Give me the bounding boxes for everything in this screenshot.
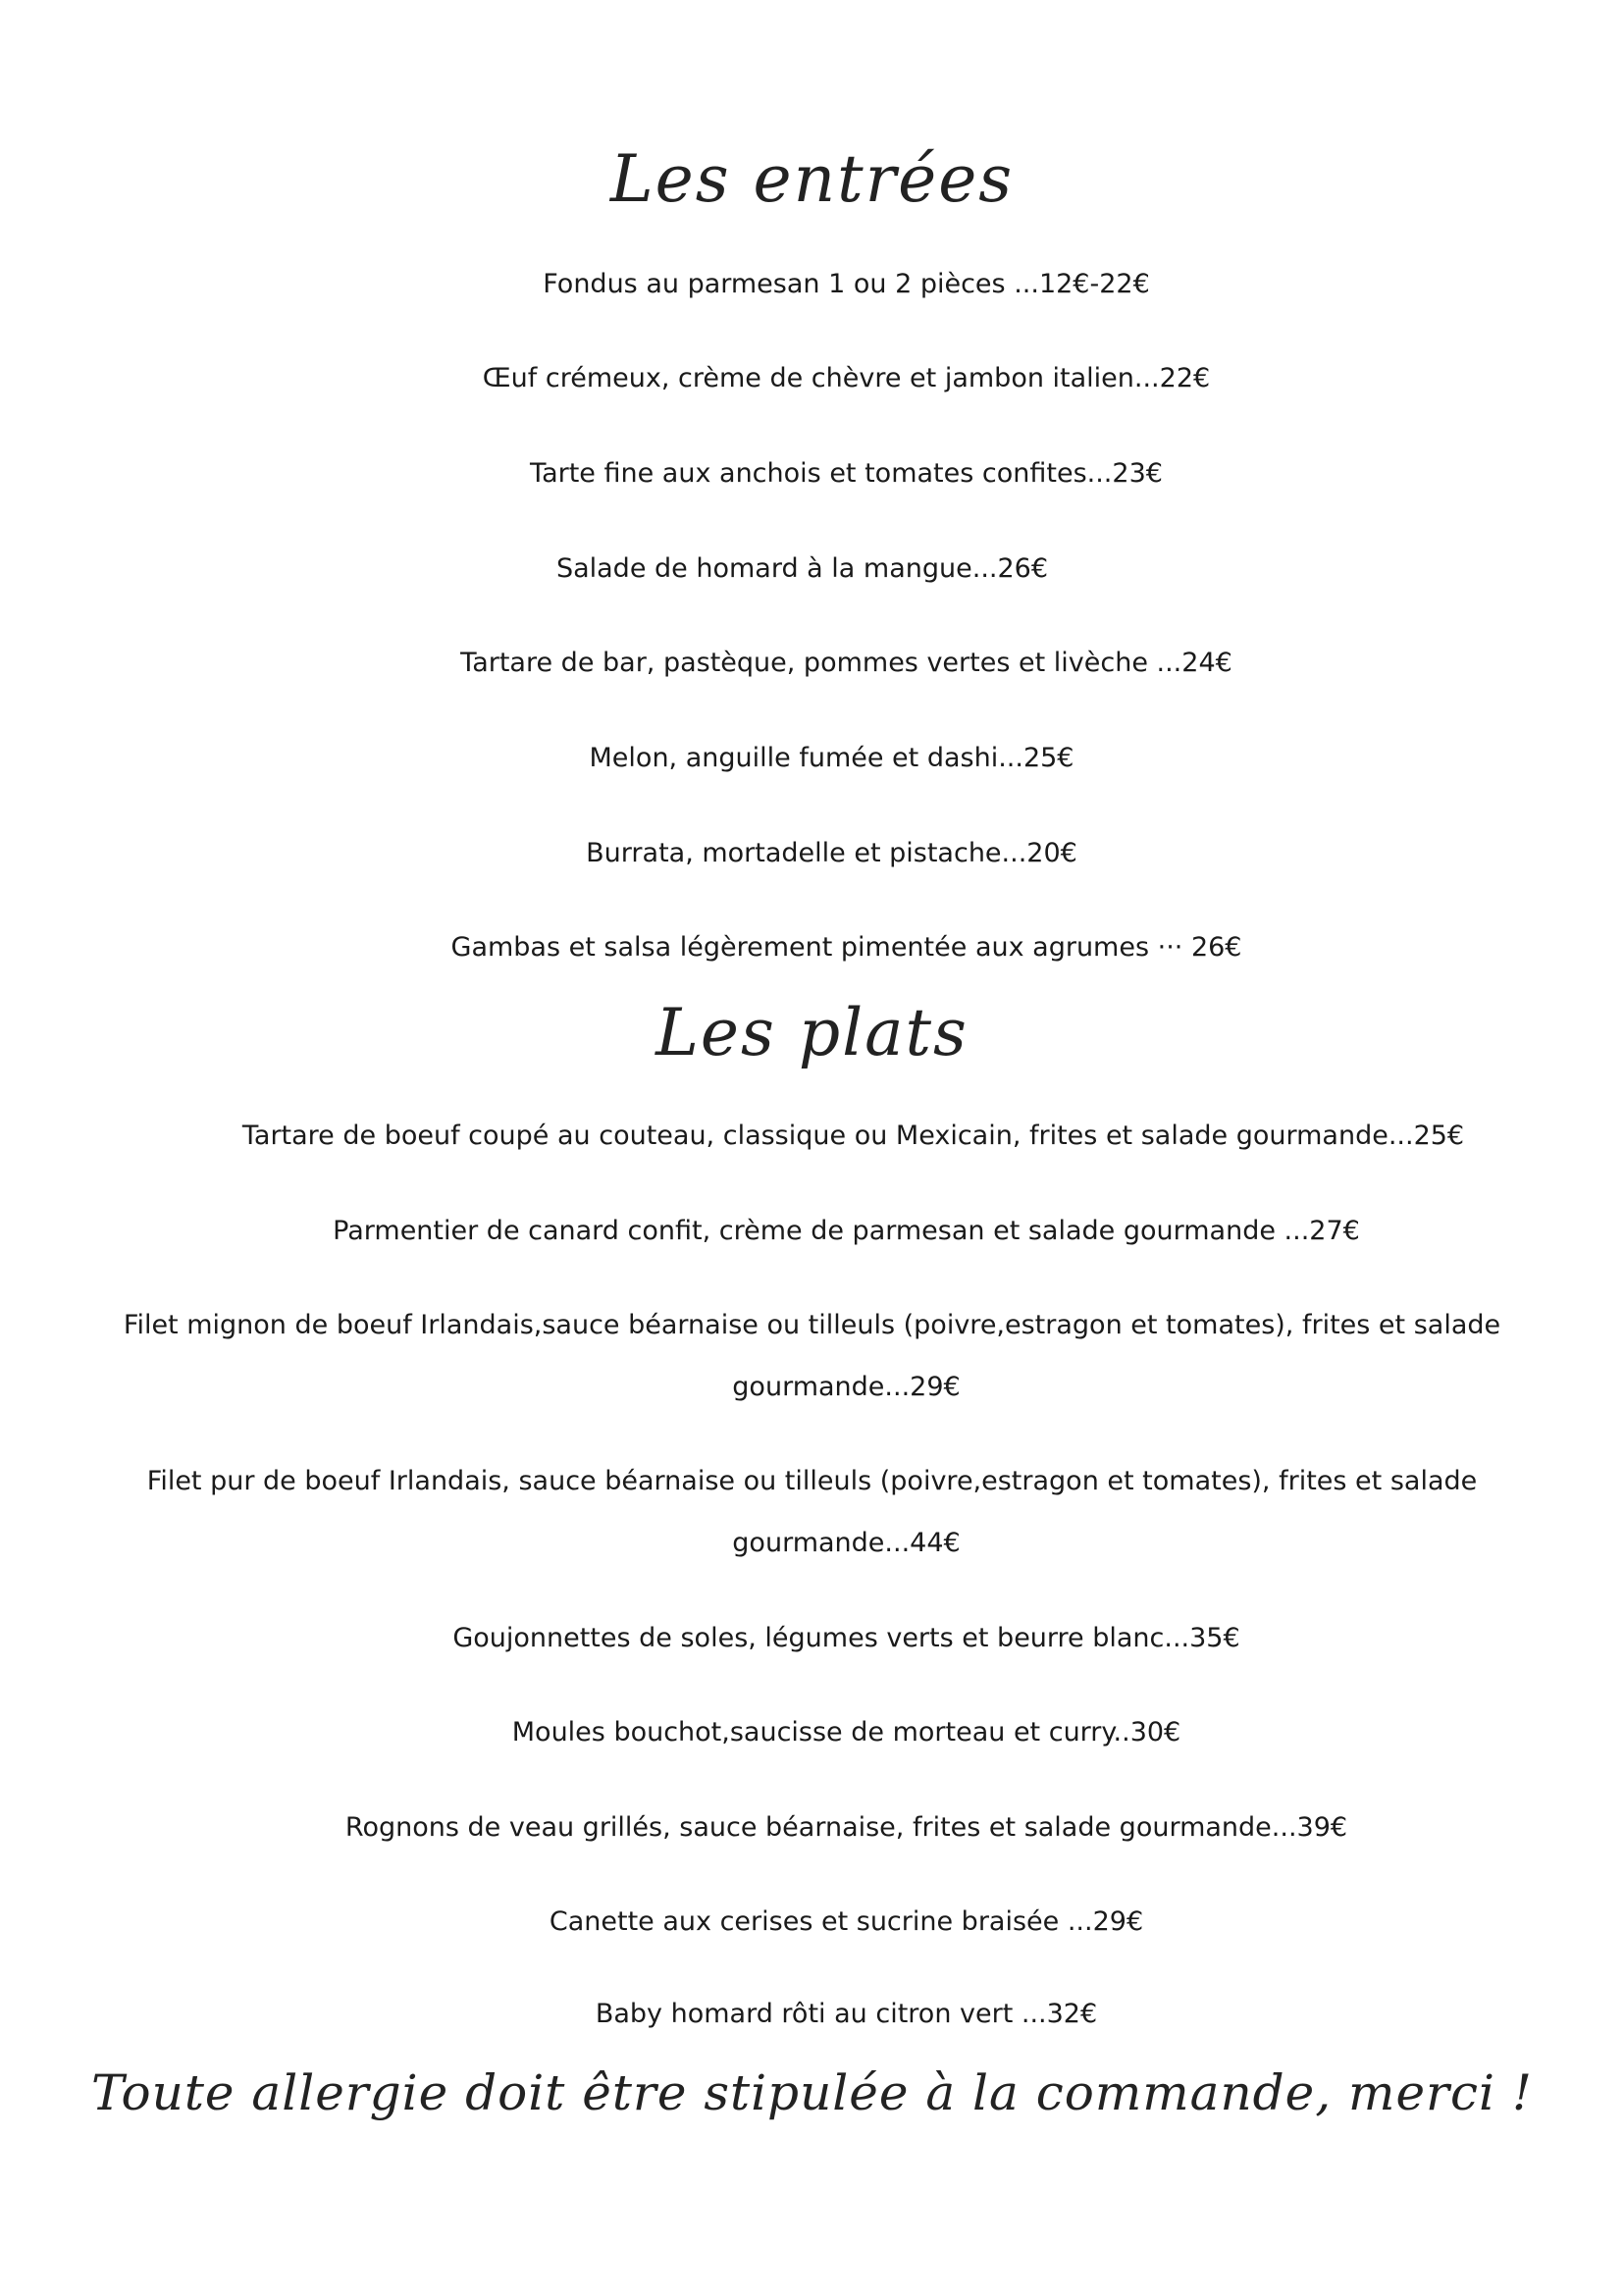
main-item: gourmande...29€ xyxy=(732,1372,961,1402)
starters-heading: Les entrées xyxy=(609,141,1015,217)
starter-item: Gambas et salsa légèrement pimentée aux agrumes ··· 26€ xyxy=(450,932,1242,963)
starter-item: Tartare de bar, pastèque, pommes vertes et livèche ...24€ xyxy=(460,648,1232,678)
main-item: Parmentier de canard confit, crème de parmesan et salade gourmande ...27€ xyxy=(333,1216,1360,1246)
allergy-note: Toute allergie doit être stipulée à la commande, merci ! xyxy=(91,2064,1533,2121)
main-item: Filet pur de boeuf Irlandais, sauce béarnaise ou tilleuls (poivre,estragon et tomates), frites et salade xyxy=(146,1466,1478,1496)
main-item: Filet mignon de boeuf Irlandais,sauce béarnaise ou tilleuls (poivre,estragon et tomates), frites et salade xyxy=(123,1310,1501,1340)
starter-item: Fondus au parmesan 1 ou 2 pièces ...12€-22€ xyxy=(543,269,1150,299)
main-item: gourmande...44€ xyxy=(732,1528,961,1558)
starter-item: Melon, anguille fumée et dashi...25€ xyxy=(589,743,1074,773)
mains-heading: Les plats xyxy=(655,995,969,1070)
main-item: Tartare de boeuf coupé au couteau, classique ou Mexicain, frites et salade gourmande...25€ xyxy=(241,1121,1465,1151)
starter-item: Salade de homard à la mangue...26€ xyxy=(555,553,1049,584)
main-item: Rognons de veau grillés, sauce béarnaise, frites et salade gourmande...39€ xyxy=(344,1812,1348,1843)
main-item: Canette aux cerises et sucrine braisée ...29€ xyxy=(549,1906,1144,1937)
main-item: Goujonnettes de soles, légumes verts et beurre blanc...35€ xyxy=(452,1623,1240,1653)
starter-item: Œuf crémeux, crème de chèvre et jambon italien...22€ xyxy=(482,363,1211,393)
starter-item: Tarte fine aux anchois et tomates confites...23€ xyxy=(530,458,1163,489)
main-item: Moules bouchot,saucisse de morteau et curry..30€ xyxy=(511,1717,1181,1747)
main-item: Baby homard rôti au citron vert ...32€ xyxy=(595,1999,1098,2029)
starter-item: Burrata, mortadelle et pistache...20€ xyxy=(586,838,1077,868)
